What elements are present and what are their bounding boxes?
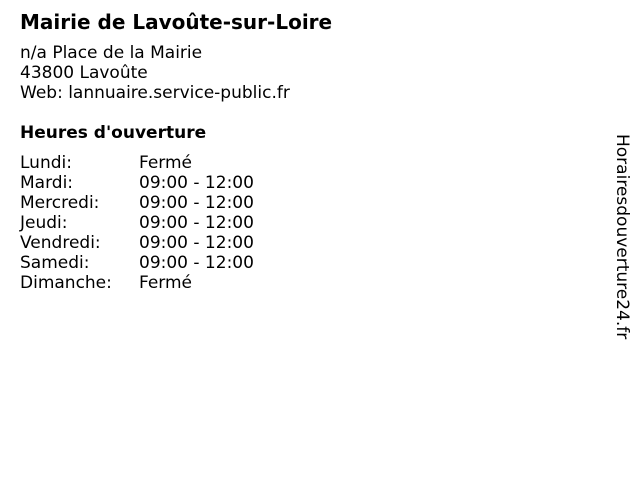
day-label: Vendredi: [20,233,101,253]
time-value: Fermé [139,153,193,173]
address-block [20,43,290,103]
street-address: n/a Place de la Mairie [20,43,203,63]
web-address: Web: lannuaire.service-public.fr [20,83,290,103]
time-value: 09:00 - 12:00 [139,173,254,193]
day-label: Lundi: [20,153,72,173]
time-value: 09:00 - 12:00 [139,193,254,213]
day-label: Samedi: [20,253,90,273]
page-title: Mairie de Lavoûte-sur-Loire [20,10,333,34]
day-label: Mardi: [20,173,74,193]
day-label: Dimanche: [20,273,112,293]
time-value: Fermé [139,273,193,293]
city-address: 43800 Lavoûte [20,63,148,83]
time-value: 09:00 - 12:00 [139,213,254,233]
time-value: 09:00 - 12:00 [139,253,254,273]
day-label: Jeudi: [20,213,68,233]
time-value: 09:00 - 12:00 [139,233,254,253]
day-label: Mercredi: [20,193,100,213]
site-watermark: Horairesdouverture24.fr [612,134,632,340]
opening-hours-heading: Heures d'ouverture [20,123,207,143]
